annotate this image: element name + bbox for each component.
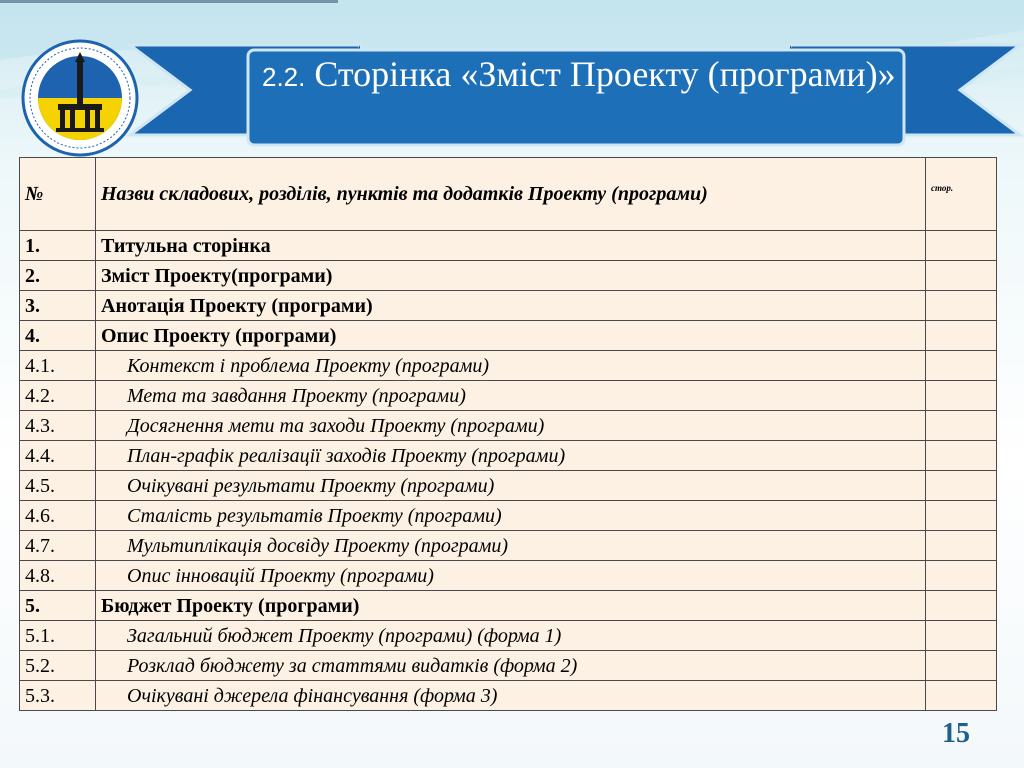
- table-row: [20, 261, 997, 291]
- row-number: 5.1.: [20, 621, 96, 651]
- table-row: [20, 531, 997, 561]
- row-name: Опис Проекту (програми): [96, 321, 926, 351]
- row-number: 4.: [20, 321, 96, 351]
- fund-logo: [20, 38, 140, 158]
- slide-page-number: 15: [942, 718, 970, 749]
- row-name: Мультиплікація досвіду Проекту (програми): [96, 531, 926, 561]
- row-number: 4.4.: [20, 441, 96, 471]
- row-name: Зміст Проекту(програми): [96, 261, 926, 291]
- table-row: [20, 561, 997, 591]
- row-name: Контекст і проблема Проекту (програми): [96, 351, 926, 381]
- row-number: 1.: [20, 231, 96, 261]
- table-row: [20, 681, 997, 711]
- table-row: [20, 651, 997, 681]
- row-page: [926, 621, 997, 651]
- row-number: 4.3.: [20, 411, 96, 441]
- row-name: Бюджет Проекту (програми): [96, 591, 926, 621]
- row-page: [926, 231, 997, 261]
- row-name: План-графік реалізації заходів Проекту (програми): [96, 441, 926, 471]
- slide-title: [262, 52, 902, 99]
- row-name: Анотація Проекту (програми): [96, 291, 926, 321]
- table-row: [20, 591, 997, 621]
- table-row: [20, 381, 997, 411]
- row-number: 4.2.: [20, 381, 96, 411]
- table-header-row: [20, 158, 997, 231]
- row-page: [926, 591, 997, 621]
- row-name: Досягнення мети та заходи Проекту (програми): [96, 411, 926, 441]
- row-number: 4.8.: [20, 561, 96, 591]
- row-name: Очікувані джерела фінансування (форма 3): [96, 681, 926, 711]
- row-number: 4.6.: [20, 501, 96, 531]
- table-row: [20, 621, 997, 651]
- table-row: [20, 351, 997, 381]
- contents-table: [19, 157, 997, 711]
- row-page: [926, 351, 997, 381]
- row-number: 4.5.: [20, 471, 96, 501]
- title-text: Сторінка «Зміст Проекту (програми)»: [314, 54, 896, 94]
- row-name: Очікувані результати Проекту (програми): [96, 471, 926, 501]
- row-page: [926, 471, 997, 501]
- row-number: 5.: [20, 591, 96, 621]
- row-name: Титульна сторінка: [96, 231, 926, 261]
- table-row: [20, 411, 997, 441]
- table-row: [20, 501, 997, 531]
- table-row: [20, 291, 997, 321]
- row-number: 4.7.: [20, 531, 96, 561]
- header-number: №: [20, 158, 96, 231]
- row-page: [926, 261, 997, 291]
- row-name: Сталість результатів Проекту (програми): [96, 501, 926, 531]
- row-name: Загальний бюджет Проекту (програми) (форма 1): [96, 621, 926, 651]
- row-number: 4.1.: [20, 351, 96, 381]
- row-number: 2.: [20, 261, 96, 291]
- row-name: Розклад бюджету за статтями видатків (форма 2): [96, 651, 926, 681]
- header-page: стор.: [926, 158, 997, 231]
- row-page: [926, 681, 997, 711]
- row-number: 5.3.: [20, 681, 96, 711]
- row-page: [926, 381, 997, 411]
- row-page: [926, 411, 997, 441]
- row-page: [926, 441, 997, 471]
- title-number: 2.2.: [262, 62, 306, 92]
- row-number: 5.2.: [20, 651, 96, 681]
- row-page: [926, 531, 997, 561]
- table-row: [20, 321, 997, 351]
- row-page: [926, 291, 997, 321]
- row-page: [926, 651, 997, 681]
- row-page: [926, 561, 997, 591]
- table-row: [20, 441, 997, 471]
- row-page: [926, 321, 997, 351]
- row-name: Мета та завдання Проекту (програми): [96, 381, 926, 411]
- table-row: [20, 471, 997, 501]
- header-name: Назви складових, розділів, пунктів та додатків Проекту (програми): [96, 158, 926, 231]
- row-number: 3.: [20, 291, 96, 321]
- table-row: [20, 231, 997, 261]
- row-page: [926, 501, 997, 531]
- row-name: Опис інновацій Проекту (програми): [96, 561, 926, 591]
